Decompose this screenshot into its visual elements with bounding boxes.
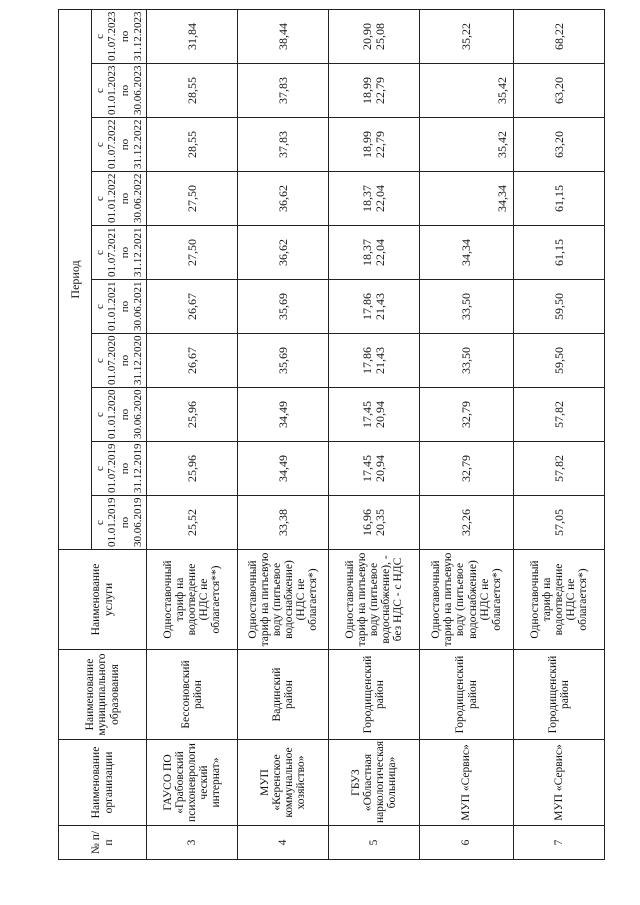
cell-tariff-value: 36,62 (238, 226, 329, 280)
period-header-2 (92, 388, 147, 442)
period-to: по 31.12.2022 (119, 119, 144, 169)
cell-tariff-value: 59,50 (514, 280, 605, 334)
table-row (147, 9, 238, 859)
period-to: по 30.06.2023 (119, 65, 144, 115)
cell-tariff-value: 35,42 (420, 118, 514, 172)
table-row (329, 9, 420, 859)
cell-municipality: Городищенский район (514, 650, 605, 740)
cell-tariff-value: 35,22 (420, 9, 514, 63)
cell-tariff-value: 25,96 (147, 388, 238, 442)
period-from: с 01.07.2022 (93, 119, 119, 169)
period-header-6 (92, 172, 147, 226)
cell-tariff-value: 16,96 20,35 (329, 496, 420, 550)
cell-tariff-value: 63,20 (514, 64, 605, 118)
period-to: по 31.12.2021 (119, 227, 144, 277)
cell-num: 6 (420, 826, 514, 860)
period-header-7 (92, 118, 147, 172)
cell-tariff-value: 57,05 (514, 496, 605, 550)
cell-tariff-value: 33,50 (420, 334, 514, 388)
table-row (514, 9, 605, 859)
table-body (147, 9, 605, 859)
cell-tariff-value: 37,83 (238, 118, 329, 172)
table-row (238, 9, 329, 859)
cell-municipality: Вадинский район (238, 650, 329, 740)
cell-tariff-value: 63,20 (514, 118, 605, 172)
period-to: по 30.06.2021 (119, 281, 144, 331)
cell-tariff-value: 35,69 (238, 334, 329, 388)
period-header-0 (92, 496, 147, 550)
cell-tariff-value: 25,96 (147, 442, 238, 496)
cell-service: Одноставочный тариф на питьевую воду (питьевое водоснабжение) (НДС не облагается*) (420, 550, 514, 650)
period-header-9 (92, 9, 147, 63)
cell-tariff-value: 33,38 (238, 496, 329, 550)
cell-service: Одноставочный тариф на водоотведение (НДС не облагается*) (514, 550, 605, 650)
cell-organization: МУП «Керенское коммунальное хозяйство» (238, 740, 329, 826)
header-period: Период (59, 9, 92, 549)
rotated-tariff-table (58, 10, 618, 860)
cell-num: 3 (147, 826, 238, 860)
period-to: по 30.06.2019 (119, 497, 144, 547)
cell-tariff-value: 34,34 (420, 172, 514, 226)
cell-tariff-value: 32,79 (420, 442, 514, 496)
cell-tariff-value: 18,37 22,04 (329, 226, 420, 280)
header-service: Наименование услуги (59, 550, 147, 650)
period-to: по 30.06.2020 (119, 389, 144, 439)
cell-tariff-value: 18,37 22,04 (329, 172, 420, 226)
cell-tariff-value: 27,50 (147, 172, 238, 226)
cell-tariff-value: 28,55 (147, 64, 238, 118)
cell-service: Одноставочный тариф на питьевую воду (питьевое водоснабжение) (НДС не облагается*) (238, 550, 329, 650)
cell-num: 4 (238, 826, 329, 860)
cell-tariff-value: 17,86 21,43 (329, 280, 420, 334)
cell-organization: ГАУСО ПО «Грабовский психоневрологи ческий интернат» (147, 740, 238, 826)
cell-tariff-value: 26,67 (147, 334, 238, 388)
period-from: с 01.01.2021 (93, 281, 119, 331)
period-from: с 01.07.2021 (93, 227, 119, 277)
period-from: с 01.07.2023 (93, 11, 119, 61)
cell-tariff-value: 61,15 (514, 226, 605, 280)
period-from: с 01.07.2020 (93, 335, 119, 385)
cell-tariff-value: 36,62 (238, 172, 329, 226)
cell-service: Одноставочный тариф на питьевую воду (питьевое водоснабжение), - без НДС - с НДС (329, 550, 420, 650)
period-header-3 (92, 334, 147, 388)
cell-municipality: Городищенский район (420, 650, 514, 740)
cell-tariff-value: 17,45 20,94 (329, 442, 420, 496)
cell-tariff-value: 27,50 (147, 226, 238, 280)
period-to: по 31.12.2019 (119, 443, 144, 493)
cell-organization: ГБУЗ «Областная наркологическая больница» (329, 740, 420, 826)
tariff-table (58, 9, 605, 860)
cell-tariff-value: 38,44 (238, 9, 329, 63)
cell-num: 5 (329, 826, 420, 860)
cell-tariff-value: 28,55 (147, 118, 238, 172)
cell-tariff-value: 61,15 (514, 172, 605, 226)
period-to: по 30.06.2022 (119, 173, 144, 223)
cell-organization: МУП «Сервис» (420, 740, 514, 826)
period-header-8 (92, 64, 147, 118)
cell-municipality: Бессоновский район (147, 650, 238, 740)
cell-tariff-value: 68,22 (514, 9, 605, 63)
header-org: Наименование организации (59, 740, 147, 826)
cell-tariff-value: 33,50 (420, 280, 514, 334)
cell-tariff-value: 34,49 (238, 388, 329, 442)
cell-tariff-value: 35,42 (420, 64, 514, 118)
cell-service: Одноставочный тариф на водоотведение (НДС не облагается**) (147, 550, 238, 650)
cell-municipality: Городищенский район (329, 650, 420, 740)
header-num: № п/п (59, 826, 147, 860)
cell-tariff-value: 59,50 (514, 334, 605, 388)
cell-tariff-value: 26,67 (147, 280, 238, 334)
cell-organization: МУП «Сервис» (514, 740, 605, 826)
period-header-5 (92, 226, 147, 280)
period-from: с 01.01.2019 (93, 497, 119, 547)
period-from: с 01.01.2023 (93, 65, 119, 115)
period-header-4 (92, 280, 147, 334)
cell-tariff-value: 37,83 (238, 64, 329, 118)
cell-tariff-value: 32,26 (420, 496, 514, 550)
cell-tariff-value: 35,69 (238, 280, 329, 334)
period-from: с 01.01.2020 (93, 389, 119, 439)
cell-tariff-value: 34,34 (420, 226, 514, 280)
period-from: с 01.01.2022 (93, 173, 119, 223)
cell-tariff-value: 32,79 (420, 388, 514, 442)
period-to: по 31.12.2020 (119, 335, 144, 385)
cell-tariff-value: 31,84 (147, 9, 238, 63)
cell-tariff-value: 20,90 25,08 (329, 9, 420, 63)
table-row (420, 9, 514, 859)
cell-num: 7 (514, 826, 605, 860)
cell-tariff-value: 25,52 (147, 496, 238, 550)
period-header-1 (92, 442, 147, 496)
header-mun: Наименование муниципального образования (59, 650, 147, 740)
cell-tariff-value: 34,49 (238, 442, 329, 496)
cell-tariff-value: 17,45 20,94 (329, 388, 420, 442)
cell-tariff-value: 17,86 21,43 (329, 334, 420, 388)
cell-tariff-value: 57,82 (514, 442, 605, 496)
period-from: с 01.07.2019 (93, 443, 119, 493)
cell-tariff-value: 18,99 22,79 (329, 64, 420, 118)
period-to: по 31.12.2023 (119, 11, 144, 61)
cell-tariff-value: 57,82 (514, 388, 605, 442)
cell-tariff-value: 18,99 22,79 (329, 118, 420, 172)
